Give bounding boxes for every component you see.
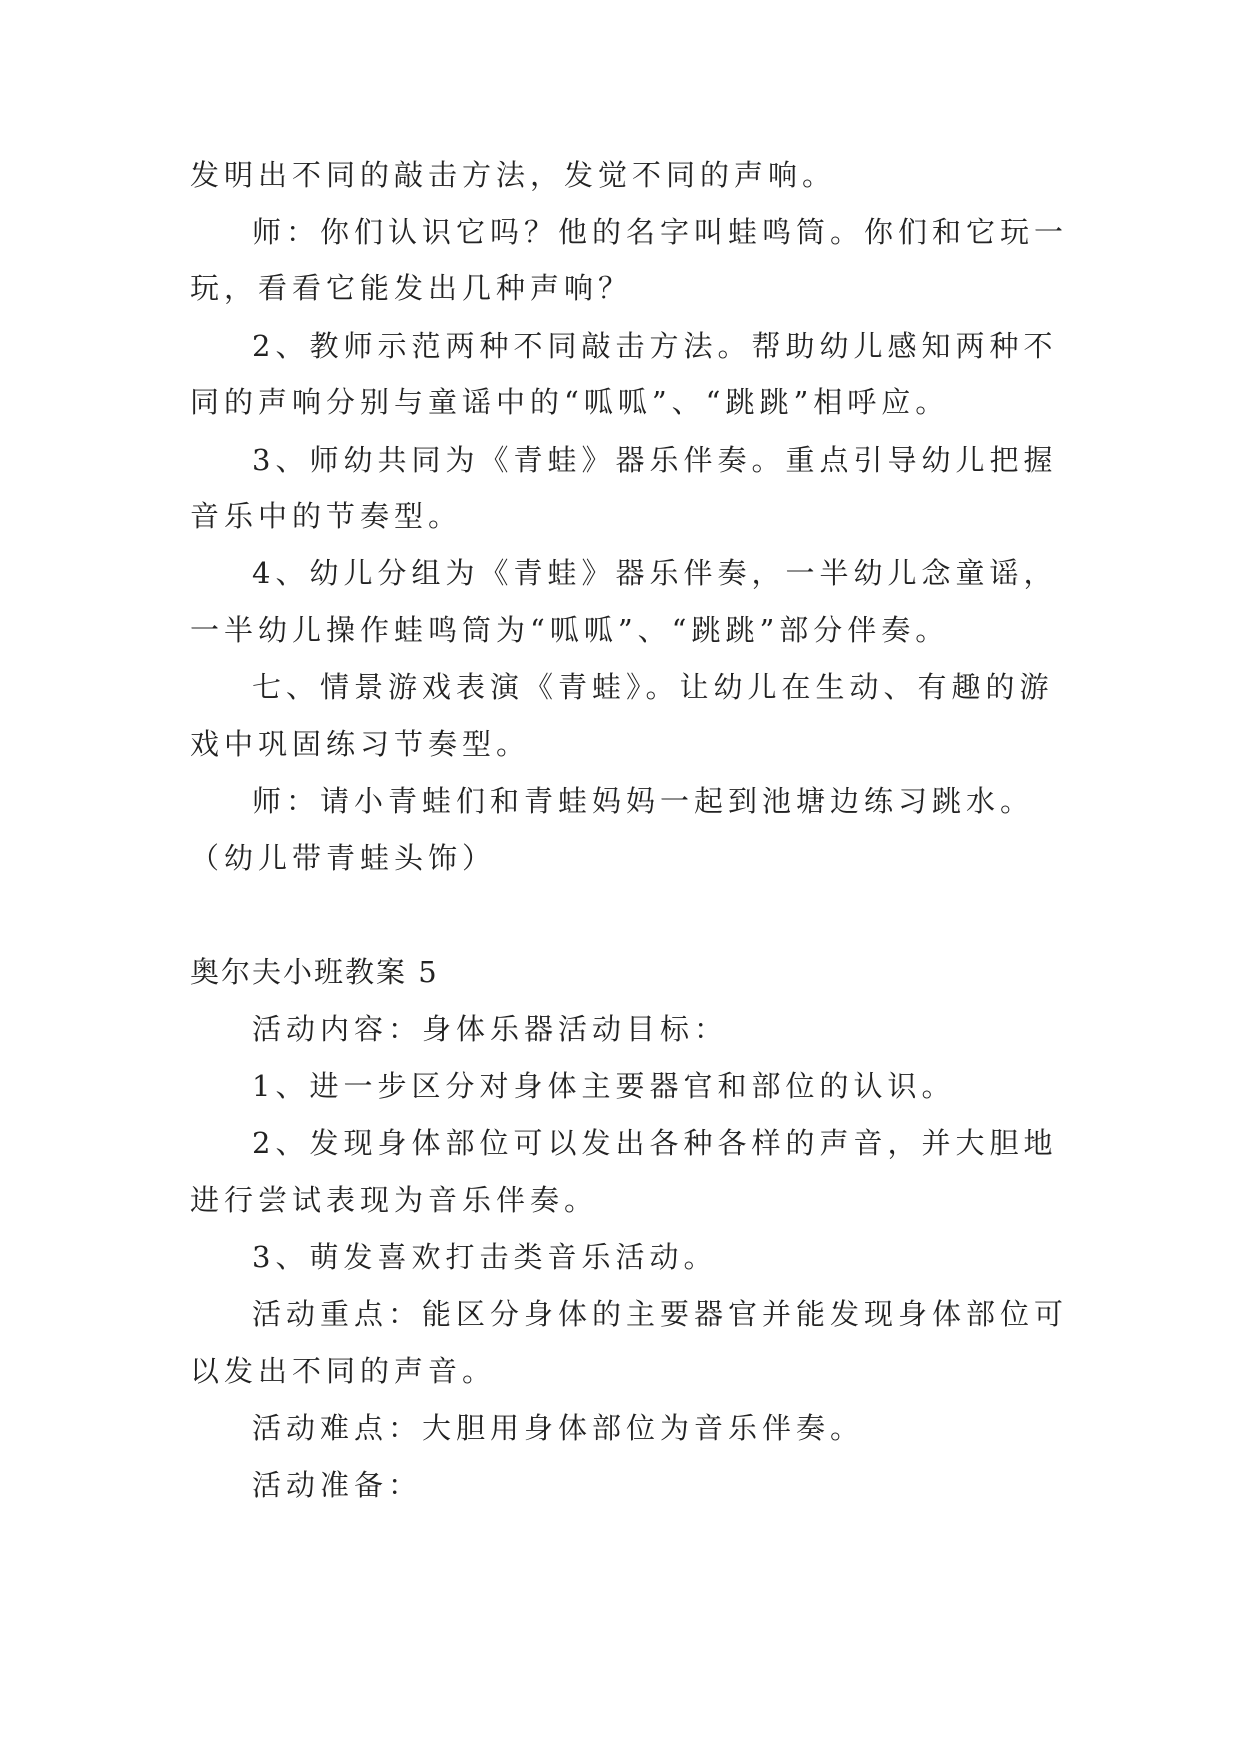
paragraph-line: 活动难点：大胆用身体部位为音乐伴奏。 <box>252 1411 865 1445</box>
paragraph-line: 1、进一步区分对身体主要器官和部位的认识。 <box>252 1069 956 1103</box>
paragraph-line: 七、情景游戏表演《青蛙》。让幼儿在生动、有趣的游 <box>252 670 1054 704</box>
paragraph-line: 3、萌发喜欢打击类音乐活动。 <box>252 1240 718 1274</box>
section-heading: 奥尔夫小班教案 5 <box>190 955 439 989</box>
paragraph-line: 发明出不同的敲击方法，发觉不同的声响。 <box>190 158 837 192</box>
paragraph-line: 3、师幼共同为《青蛙》器乐伴奏。重点引导幼儿把握 <box>252 443 1058 477</box>
paragraph-line: 2、教师示范两种不同敲击方法。帮助幼儿感知两种不 <box>252 329 1058 363</box>
paragraph-line: 一半幼儿操作蛙鸣筒为“呱呱”、“跳跳”部分伴奏。 <box>190 613 950 647</box>
paragraph-line: 2、发现身体部位可以发出各种各样的声音，并大胆地 <box>252 1126 1058 1160</box>
paragraph-line: （幼儿带青蛙头饰） <box>190 841 497 875</box>
paragraph-line: 4、幼儿分组为《青蛙》器乐伴奏，一半幼儿念童谣， <box>252 556 1058 590</box>
paragraph-line: 同的声响分别与童谣中的“呱呱”、“跳跳”相呼应。 <box>190 385 950 419</box>
paragraph-line: 师：请小青蛙们和青蛙妈妈一起到池塘边练习跳水。 <box>252 784 1035 818</box>
paragraph-line: 活动准备： <box>252 1468 423 1502</box>
paragraph-line: 进行尝试表现为音乐伴奏。 <box>190 1183 599 1217</box>
paragraph-line: 以发出不同的声音。 <box>190 1354 497 1388</box>
paragraph-line: 音乐中的节奏型。 <box>190 499 463 533</box>
paragraph-line: 戏中巩固练习节奏型。 <box>190 727 531 761</box>
paragraph-line: 活动重点：能区分身体的主要器官并能发现身体部位可 <box>252 1297 1069 1331</box>
paragraph-line: 师：你们认识它吗？他的名字叫蛙鸣筒。你们和它玩一 <box>252 215 1069 249</box>
paragraph-line: 活动内容：身体乐器活动目标： <box>252 1012 729 1046</box>
paragraph-line: 玩，看看它能发出几种声响？ <box>190 271 633 305</box>
